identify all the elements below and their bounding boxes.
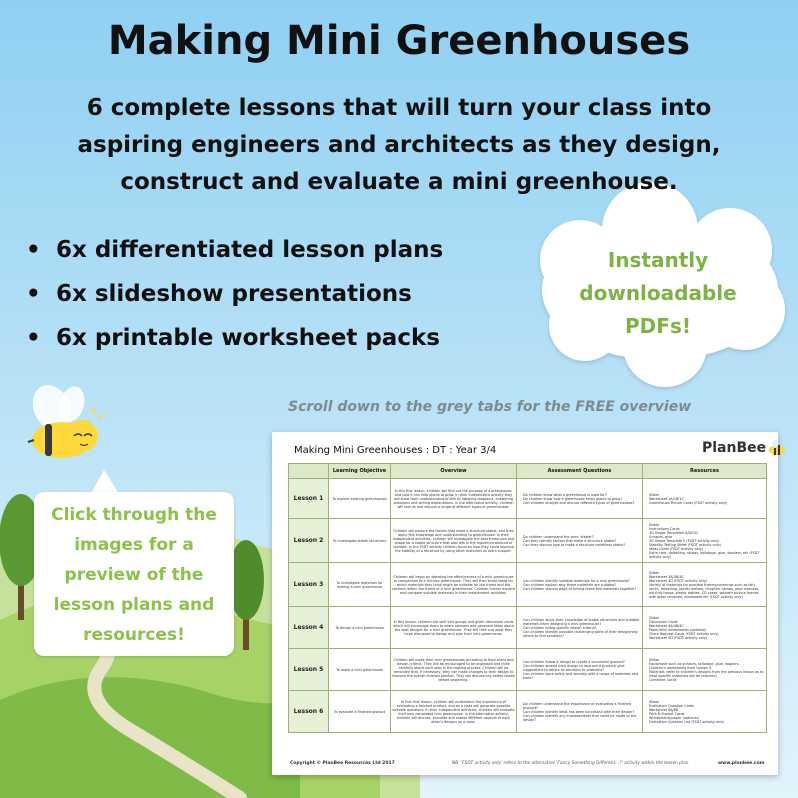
list-item: • Client Request Cards (FSDT activity only) bbox=[649, 632, 765, 636]
lesson-overview: In this final lesson, children will understand the importance of evaluating a finished product, and as a class will generate possible suitable questions. In their independent activities, children will evaluate their own completed mini greenhouse. In the alternative activity, children will discuss, evaluate and assess different aspects of each other's designs as a class. bbox=[391, 691, 517, 733]
list-item: • Worksheet 3A/3B/3C bbox=[649, 575, 765, 579]
cloud-line: PDFs! bbox=[625, 314, 691, 338]
resources-list bbox=[643, 479, 767, 519]
assessment-questions bbox=[517, 649, 643, 691]
document-url: www.planbee.com bbox=[718, 761, 765, 766]
lesson-label: Lesson 3 bbox=[289, 563, 329, 607]
questions-list bbox=[518, 702, 641, 722]
lesson-overview: Children will begin by debating the effectiveness of a mini greenhouse in comparison to a full-size greenhouse. They will then share ideas for which materials they think might be suitable for the frame and the sections within the frame of a mini greenhouse. Children further explore and compare suitable materials in their independent activities. bbox=[391, 563, 517, 607]
lesson-label: Lesson 6 bbox=[289, 691, 329, 733]
click-line: Click through the bbox=[51, 505, 217, 525]
list-item: • Can children apply their knowledge of stable structures and suitable materials when designing a mini greenhouse? bbox=[523, 618, 641, 626]
lesson-label: Lesson 2 bbox=[289, 519, 329, 563]
list-item: • Evaluation Question List (FSDT activity only) bbox=[649, 720, 765, 724]
lesson-label: Lesson 4 bbox=[289, 607, 329, 649]
feature-item: • 6x slideshow presentations bbox=[20, 272, 540, 316]
lesson-overview: Children will make their mini greenhouses according to their plans and design criteria. They will be encouraged to be organised and think carefully about each step in the making process. Children will be reminded that, if necessary, they can make changes to their design to improve the overall finished product. They will discuss any safety issues before beginning. bbox=[391, 649, 517, 691]
resources-list bbox=[643, 649, 767, 691]
lesson-label: Lesson 5 bbox=[289, 649, 329, 691]
subtitle-line: aspiring engineers and architects as they design, bbox=[77, 132, 721, 158]
assessment-questions bbox=[517, 519, 643, 563]
list-item: • Worksheet 4A/4B/4C bbox=[649, 624, 765, 628]
table-body bbox=[289, 479, 767, 733]
list-item: • Instructions Cards bbox=[649, 527, 765, 531]
lesson-table bbox=[288, 463, 767, 733]
lesson-overview: Children will explore the factors that make a structure stable, and then apply this knowledge and understanding to greenhouses. In their independent activities, children will investigate the best frame size and shape for a stable structure that also lets in the maximum amount of sunlight. In the FSDT activity children focus on how they could improve the stability of a structure by using other materials as extra support. bbox=[391, 519, 517, 563]
learning-objective: To make a mini greenhouse bbox=[329, 649, 391, 691]
document-title: Making Mini Greenhouses : DT : Year 3/4 bbox=[294, 445, 497, 456]
learning-objective: To investigate materials for making a mini greenhouse bbox=[329, 563, 391, 607]
learning-objective: To explore existing greenhouses bbox=[329, 479, 391, 519]
assessment-questions bbox=[517, 563, 643, 607]
list-item: • Can they discuss how to make a structure more/less stable? bbox=[523, 543, 641, 547]
list-item: • Materials (refer to children's designs from the previous lesson as to what specific materials will be required) bbox=[649, 670, 765, 678]
list-item: • Children's worksheets from Lesson 4 bbox=[649, 666, 765, 670]
resources-list bbox=[644, 658, 765, 682]
table-row bbox=[289, 479, 767, 519]
lesson-overview: In this lesson, children are split into groups and given discussion cards which will encourage them to share opinions and generate ideas about the best designs for a mini greenhouse. They will then use what they have discussed to design and plan their mini greenhouse. bbox=[391, 607, 517, 649]
list-item: • Can children identify possible challenging parts of their design/help others to find solutions? bbox=[523, 630, 641, 638]
list-item: • Variety of materials for possible frames/coverings such as lolly sticks, dowelling, plastic wallets, clingfilm, straws, pipe cleaners, old fruit hoops, plastic bottles, CD cases, wooden picture frames with glass removed, shoeboxes etc (FSDT activity only) bbox=[649, 583, 765, 599]
table-row bbox=[289, 563, 767, 607]
list-item: • Ideas Cards (FSDT activity only) bbox=[649, 547, 765, 551]
click-line: lesson plans and bbox=[53, 595, 215, 615]
list-item: • Slides bbox=[649, 700, 765, 704]
feature-list bbox=[20, 228, 540, 360]
list-item: • Do children know how a greenhouse helps plants to grow? bbox=[523, 497, 641, 501]
list-item: • Can children analyse and discuss different types of greenhouses? bbox=[523, 501, 641, 505]
feature-item: • 6x differentiated lesson plans bbox=[20, 228, 540, 272]
list-item: • Can children identify suitable materials for a mini greenhouse? bbox=[523, 579, 641, 583]
list-item: • Worksheet 1A/1B/1C bbox=[649, 497, 765, 501]
list-item: • Worksheet 3D (FSDT activity only) bbox=[649, 579, 765, 583]
click-line: preview of the bbox=[64, 565, 204, 585]
lesson-label: Lesson 1 bbox=[289, 479, 329, 519]
list-item: • Slides bbox=[649, 658, 765, 662]
click-line: images for a bbox=[74, 535, 194, 555]
resources-list bbox=[644, 523, 765, 559]
list-item: • Do children know what a greenhouse is used for? bbox=[523, 493, 641, 497]
list-item: • Can children explain why these materials are suitable? bbox=[523, 583, 641, 587]
list-item: • Can children discuss ways of joining these two materials together? bbox=[523, 587, 641, 591]
list-item: • Can children work safely and sensibly with a range of materials and tools? bbox=[523, 672, 641, 680]
list-item: • Comment Cards bbox=[649, 678, 765, 682]
questions-list bbox=[518, 493, 641, 505]
subtitle bbox=[20, 90, 778, 201]
list-item: • Do children understand the term 'stable'? bbox=[523, 535, 641, 539]
list-item: • Can children amend their design to improve a product/ give suggestions to others as solutions to problems? bbox=[523, 664, 641, 672]
learning-objective: To evaluate a finished product bbox=[329, 691, 391, 733]
questions-list bbox=[518, 535, 641, 547]
list-item: • Whiteboards/paper (optional) bbox=[649, 716, 765, 720]
resources-list bbox=[643, 563, 767, 607]
column-header: Learning Objective bbox=[329, 464, 391, 479]
questions-list bbox=[518, 660, 641, 680]
list-item: • Greenhouse Picture Cards (FSDT activity only) bbox=[649, 501, 765, 505]
list-item: • 3D Shape Templates A/B/C/D bbox=[649, 531, 765, 535]
list-item: • Can they identify factors that make a structure stable? bbox=[523, 539, 641, 543]
subtitle-line: 6 complete lessons that will turn your class into bbox=[86, 95, 712, 121]
list-item: • Pack N Prompt Cards bbox=[649, 712, 765, 716]
cloud-line: downloadable bbox=[579, 281, 737, 305]
cloud-line: Instantly bbox=[607, 248, 709, 272]
list-item: • Paper/mini whiteboards (optional) bbox=[649, 628, 765, 632]
list-item: • Slides bbox=[649, 493, 765, 497]
bullet-dot-icon: • bbox=[26, 237, 41, 263]
resources-list bbox=[644, 700, 765, 724]
learning-objective: To investigate stable structures bbox=[329, 519, 391, 563]
click-line: resources! bbox=[83, 625, 185, 645]
bullet-dot-icon: • bbox=[26, 281, 41, 307]
column-header: Resources bbox=[643, 464, 767, 479]
document-copyright: Copyright © PlanBee Resources Ltd 2017 bbox=[290, 761, 395, 766]
list-item: • Can children identify what has been successful with their design? bbox=[523, 710, 641, 714]
list-item: • Scissors, glue bbox=[649, 535, 765, 539]
bullet-dot-icon: • bbox=[26, 325, 41, 351]
assessment-questions bbox=[517, 607, 643, 649]
table-row bbox=[289, 649, 767, 691]
list-item: • Slides bbox=[649, 523, 765, 527]
list-item: • Can children follow specific design criteria? bbox=[523, 626, 641, 630]
subtitle-line: construct and evaluate a mini greenhouse. bbox=[120, 169, 678, 195]
list-item: • Stability Testing Sheet (FSDT activity only) bbox=[649, 543, 765, 547]
bee-logo-icon bbox=[767, 440, 787, 456]
resources-list bbox=[644, 493, 765, 505]
table-row bbox=[289, 519, 767, 563]
column-header: Overview bbox=[391, 464, 517, 479]
resources-list bbox=[643, 691, 767, 733]
learning-objective: To design a mini greenhouse bbox=[329, 607, 391, 649]
list-item: • Extra card, dowelling, straws, sellotape, glue, staplers, etc (FSDT activity only) bbox=[649, 551, 765, 559]
feature-item: • 6x printable worksheet packs bbox=[20, 316, 540, 360]
list-item: • Equipment such as scissors, sellotape, glue, staplers bbox=[649, 662, 765, 666]
cloud-text bbox=[548, 244, 768, 343]
planbee-logo: PlanBee bbox=[702, 440, 787, 456]
column-header: Assessment Questions bbox=[517, 464, 643, 479]
list-item: • Can children follow a design to create a successful product? bbox=[523, 660, 641, 664]
lesson-overview: In this first lesson, children will find out the purpose of a greenhouse, and how it can help plants to grow. In their independent activity they will show their understanding of this by labelling diagrams, answering questions and writing explanations. In the alternative activity, children will look at and discuss a range of different types of greenhouses. bbox=[391, 479, 517, 519]
table-row bbox=[289, 607, 767, 649]
list-item: • Slides bbox=[649, 616, 765, 620]
click-callout-text bbox=[34, 500, 234, 650]
resources-list bbox=[643, 519, 767, 563]
list-item: • Discussion Cards bbox=[649, 620, 765, 624]
document-note: NB: 'FSDT activity only' refers to the alternative 'Fancy Something Different...?' activity within the lesson plan bbox=[452, 761, 689, 766]
assessment-questions bbox=[517, 691, 643, 733]
resources-list bbox=[644, 616, 765, 640]
table-row bbox=[289, 691, 767, 733]
resources-list bbox=[643, 607, 767, 649]
resources-list bbox=[644, 571, 765, 599]
list-item: • 3D Shape Template E (FSDT activity only) bbox=[649, 539, 765, 543]
list-item: • Can children identify any improvements that could be made to the design? bbox=[523, 714, 641, 722]
column-header bbox=[289, 464, 329, 479]
list-item: • Evaluation Question Cards bbox=[649, 704, 765, 708]
questions-list bbox=[518, 579, 641, 591]
list-item: • Do children understand the importance of evaluating a finished product? bbox=[523, 702, 641, 710]
list-item: • Slides bbox=[649, 571, 765, 575]
assessment-questions bbox=[517, 479, 643, 519]
list-item: • Worksheet 6A/6B bbox=[649, 708, 765, 712]
page-title: Making Mini Greenhouses bbox=[107, 18, 691, 64]
questions-list bbox=[518, 618, 641, 638]
table-header-row bbox=[289, 464, 767, 479]
scroll-note: Scroll down to the grey tabs for the FREE overview bbox=[288, 399, 692, 415]
list-item: • Worksheet 4D (FSDT activity only) bbox=[649, 636, 765, 640]
